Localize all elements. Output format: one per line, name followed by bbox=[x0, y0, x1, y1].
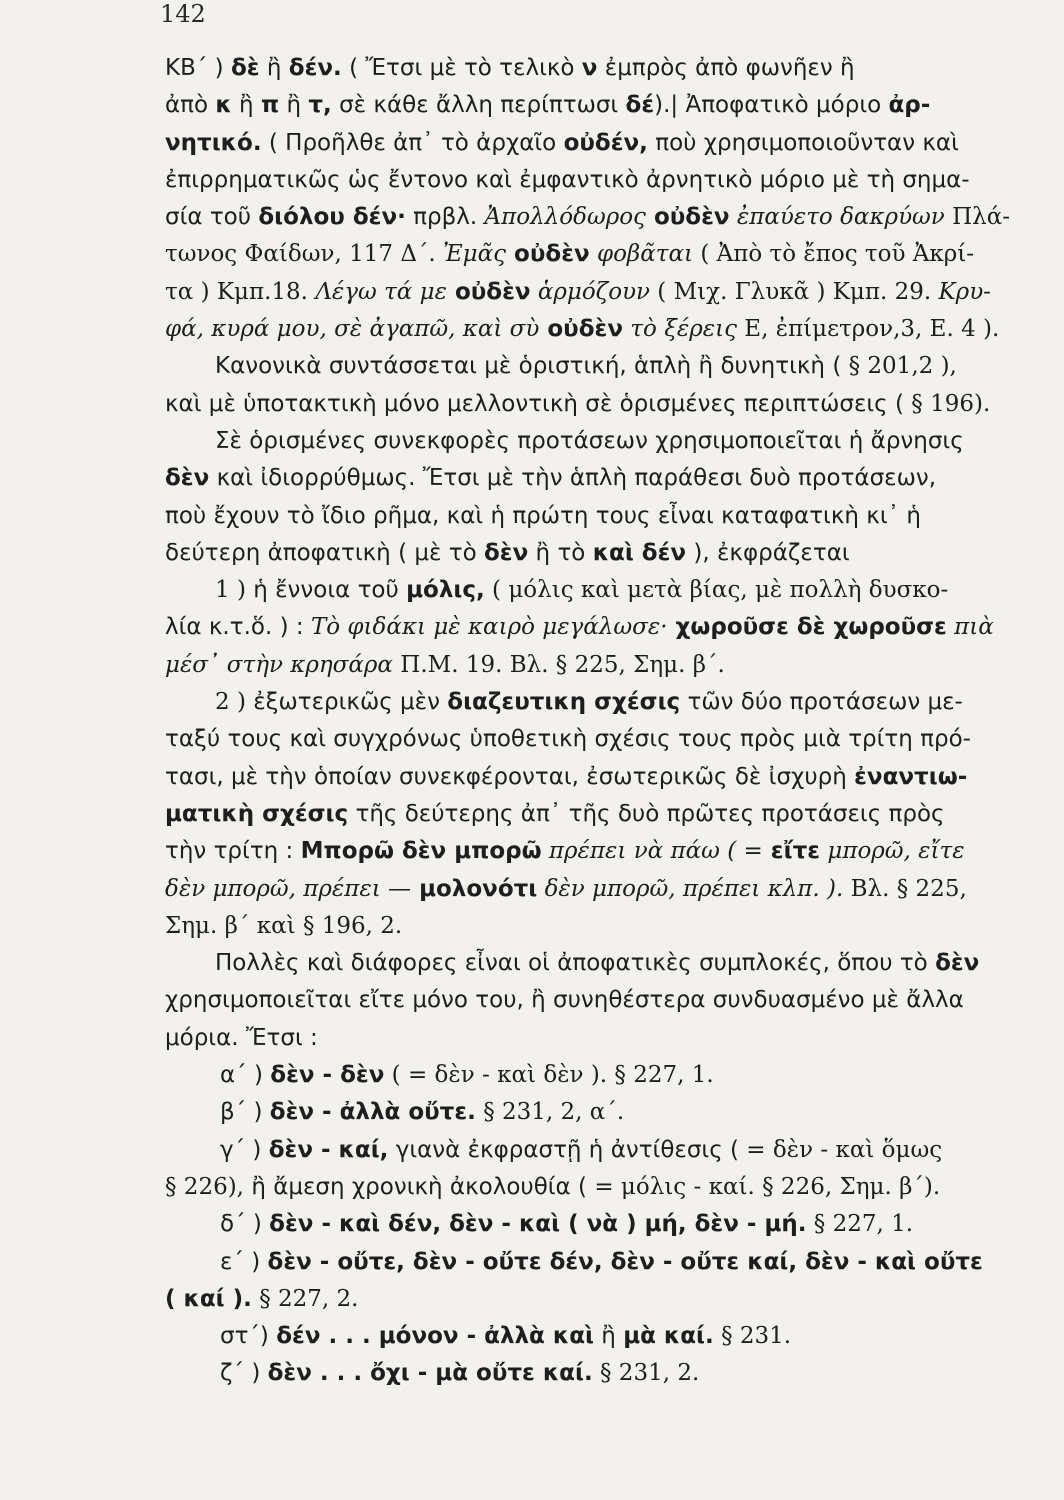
text-line bbox=[165, 125, 1055, 162]
text-segment: πιὰ bbox=[946, 614, 994, 641]
text-segment: ἢ bbox=[231, 92, 261, 119]
text-segment: § 231, 2. bbox=[592, 1360, 700, 1387]
text-line bbox=[165, 1057, 1055, 1094]
text-segment: δέ bbox=[625, 92, 655, 119]
text-segment: οὐδὲν bbox=[506, 241, 590, 268]
text-segment: δὲν - καί, bbox=[268, 1136, 389, 1163]
text-segment: δέν . . . μόνον - ἀλλὰ καὶ bbox=[276, 1323, 594, 1350]
text-segment: δὲν - οὔτε, δὲν - οὔτε δέν, δὲν - οὔτε καί, δὲν - καὶ οὔτε bbox=[267, 1248, 983, 1275]
text-line bbox=[165, 50, 1055, 87]
text-segment: τὴν τρίτη : bbox=[165, 838, 301, 865]
text-segment: τωνος Φαίδων, 117 Δ΄. bbox=[165, 241, 444, 268]
text-segment: τῆς δεύτερης ἀπ᾽ τῆς δυὸ πρῶτες προτάσεις πρὸς bbox=[348, 800, 945, 827]
text-segment: μόλις, bbox=[406, 577, 485, 604]
text-segment: χρησιμοποιεῖται εἴτε μόνο του, ἢ συνηθέστερα συνδυασμένο μὲ ἄλλα bbox=[165, 987, 964, 1014]
text-segment: νητικό. bbox=[165, 129, 262, 156]
text-segment: ἢ bbox=[279, 92, 309, 119]
text-segment: καὶ ἰδιορρύθμως. Ἔτσι μὲ τὴν ἁπλὴ παράθεσι δυὸ προτάσεων, bbox=[209, 465, 937, 492]
text-segment: κ bbox=[215, 92, 232, 119]
text-segment: ( Ἔτσι μὲ τὸ τελικὸ bbox=[341, 55, 582, 81]
text-segment: 2 ) bbox=[215, 689, 254, 716]
text-segment: § 231, 2, α΄. bbox=[475, 1099, 625, 1126]
text-line bbox=[165, 1020, 1055, 1057]
text-line bbox=[165, 1244, 1055, 1281]
text-line bbox=[165, 162, 1055, 199]
text-line bbox=[165, 311, 1055, 348]
text-segment: § 227, 2. bbox=[251, 1285, 359, 1312]
text-line bbox=[165, 1355, 1055, 1392]
text-segment: § 226), bbox=[165, 1173, 252, 1200]
text-segment: = μόλις - καί. § 226, Σημ. β΄). bbox=[594, 1173, 941, 1200]
text-segment: Ε, ἐπίμετρον,3, Ε. 4 ). bbox=[736, 316, 1000, 343]
text-line bbox=[165, 647, 1055, 684]
text-segment: ποὺ ἔχουν τὸ ἴδιο ρῆμα, καὶ ἡ πρώτη τους εἶναι καταφατικὴ κι᾽ ἡ bbox=[165, 502, 921, 529]
text-segment: λία κ.τ.ὅ. ) : bbox=[165, 614, 311, 641]
text-segment: Σὲ ὁρισμένες συνεκφορὲς προτάσεων χρησιμοποιεῖται ἡ ἄρνησις bbox=[215, 427, 964, 454]
text-body bbox=[165, 50, 1055, 1393]
text-segment: τασι, μὲ τὴν ὁποίαν συνεκφέρονται, ἐσωτερικῶς δὲ ἰσχυρὴ bbox=[165, 763, 855, 790]
text-segment: δέν. bbox=[288, 55, 342, 81]
text-segment: στ΄) bbox=[220, 1323, 277, 1350]
text-segment: μόρια. Ἔτσι : bbox=[165, 1024, 318, 1051]
text-segment: ( Ἀπὸ τὸ ἔπος τοῦ Ἀκρί- bbox=[693, 241, 975, 268]
text-segment: π bbox=[260, 92, 280, 119]
text-segment: Σημ. β΄ καὶ § 196, 2. bbox=[165, 912, 403, 939]
text-line bbox=[165, 199, 1055, 236]
text-line bbox=[165, 460, 1055, 497]
text-segment: § 231. bbox=[713, 1323, 792, 1350]
text-segment: § 201,2 ), bbox=[848, 353, 957, 380]
text-segment: ), ἐκφράζεται bbox=[686, 539, 850, 566]
text-segment: ἐναντιω- bbox=[854, 763, 968, 790]
text-segment: ζ΄ ) bbox=[220, 1360, 268, 1387]
text-segment: οὐδὲν bbox=[645, 204, 730, 231]
text-segment: ἐπαύετο δακρύων bbox=[729, 204, 945, 231]
text-line bbox=[165, 1206, 1055, 1243]
text-segment: Πλά- bbox=[944, 204, 1011, 231]
text-segment: ἢ bbox=[259, 55, 289, 81]
text-segment: καὶ μὲ ὑποτακτικὴ μόνο μελλοντικὴ σὲ ὁρισμένες περιπτώσεις ( bbox=[165, 390, 912, 417]
text-line bbox=[165, 348, 1055, 385]
text-segment: ).| Ἀποφατικὸ μόριο bbox=[654, 92, 889, 119]
text-line bbox=[165, 982, 1055, 1019]
text-segment: ( καί ). bbox=[165, 1285, 252, 1312]
text-segment: τ, bbox=[308, 92, 332, 119]
text-line bbox=[165, 1132, 1055, 1169]
text-segment: δὲν μπορῶ, πρέπει κλπ. ). bbox=[537, 875, 844, 902]
text-line bbox=[165, 945, 1055, 982]
text-segment: Πολλὲς καὶ διάφορες εἶναι οἱ ἀποφατικὲς συμπλοκές, ὅπου τὸ bbox=[215, 950, 936, 977]
text-segment: δὲν bbox=[483, 539, 529, 566]
text-segment: σὲ κάθε ἄλλη περίπτωσι bbox=[331, 92, 626, 119]
text-segment: ΚΒ΄ ) bbox=[165, 55, 231, 81]
text-segment: = δὲν - καὶ ὅμως bbox=[746, 1136, 943, 1163]
text-segment: πρβλ. bbox=[405, 204, 485, 231]
text-segment: ἢ τὸ bbox=[528, 539, 593, 566]
text-segment: μέσ᾽ στὴν κρησάρα bbox=[165, 651, 393, 678]
page-number: 142 bbox=[160, 0, 206, 28]
text-line bbox=[165, 721, 1055, 758]
text-line bbox=[165, 609, 1055, 646]
text-segment: δὲν - ἀλλὰ οὔτε. bbox=[269, 1099, 476, 1126]
text-segment: ἐπιρρηματικῶς ὡς ἔντονο καὶ ἐμφαντικὸ ἀρνητικὸ μόριο μὲ τὴ σημα- bbox=[165, 166, 970, 193]
text-segment: φά, κυρά μου, σὲ ἀγαπῶ, καὶ σὺ bbox=[165, 316, 540, 343]
text-segment: τὸ ξέρεις bbox=[623, 316, 737, 343]
text-segment: Λέγω τά με bbox=[315, 278, 447, 305]
text-segment: μὰ καί. bbox=[623, 1323, 714, 1350]
text-line bbox=[165, 386, 1055, 423]
text-line bbox=[165, 1318, 1055, 1355]
text-segment: δὲν bbox=[935, 950, 980, 977]
text-segment: γιανὰ ἐκφραστῇ ἡ ἀντίθεσις ( bbox=[388, 1136, 747, 1163]
text-segment: Π.Μ. 19. Βλ. § 225, Σημ. β΄. bbox=[392, 651, 725, 678]
text-segment: ν bbox=[581, 55, 598, 81]
text-line bbox=[165, 908, 1055, 945]
text-segment: ἢ bbox=[593, 1323, 624, 1350]
text-segment: ταξύ τους καὶ συγχρόνως ὑποθετικὴ σχέσις τους πρὸς μιὰ τρίτη πρό- bbox=[165, 726, 971, 753]
text-segment: δεύτερη ἀποφατικὴ ( μὲ τὸ bbox=[165, 539, 484, 566]
text-line bbox=[165, 572, 1055, 609]
text-line bbox=[165, 1094, 1055, 1131]
text-segment: § 227, 1. bbox=[806, 1211, 914, 1238]
text-segment: γ΄ ) bbox=[220, 1136, 269, 1163]
text-line bbox=[165, 1281, 1055, 1318]
text-segment: § 196). bbox=[911, 390, 991, 417]
text-segment: ἡ ἔννοια τοῦ bbox=[253, 577, 407, 604]
text-segment: ἐμπρὸς ἀπὸ φωνῆεν ἢ bbox=[597, 55, 855, 81]
text-line bbox=[165, 684, 1055, 721]
text-segment: Τὸ φιδάκι μὲ καιρὸ μεγάλωσε· bbox=[310, 614, 668, 641]
text-segment: δὲν bbox=[165, 465, 210, 492]
text-segment: α΄ ) bbox=[220, 1062, 271, 1089]
text-line bbox=[165, 535, 1055, 572]
text-segment: ποὺ χρησιμοποιοῦνταν καὶ bbox=[647, 129, 959, 156]
text-segment: διαζευτικη σχέσις bbox=[447, 689, 681, 716]
text-segment: ( = δὲν - καὶ δὲν ). § 227, 1. bbox=[384, 1062, 714, 1089]
text-line bbox=[165, 871, 1055, 908]
text-segment: δὲν - δὲν bbox=[270, 1062, 385, 1089]
text-segment: ( Μιχ. Γλυκᾶ ) Κμπ. 29. bbox=[650, 278, 939, 305]
text-segment: χωροῦσε δὲ χωροῦσε bbox=[667, 614, 947, 641]
text-segment: δὲν - καὶ δέν, δὲν - καὶ ( νὰ ) μή, δὲν - μή. bbox=[269, 1211, 807, 1238]
text-segment: Κανονικὰ συντάσσεται μὲ ὁριστική, ἁπλὴ ἢ δυνητικὴ ( bbox=[215, 353, 849, 380]
text-line bbox=[165, 759, 1055, 796]
text-line bbox=[165, 1169, 1055, 1206]
text-segment: διόλου δέν· bbox=[258, 204, 406, 231]
text-line bbox=[165, 274, 1055, 311]
text-segment: μολονότι bbox=[411, 875, 538, 902]
text-segment: δὲν μπορῶ, πρέπει — bbox=[165, 875, 412, 902]
text-segment: Ἐμᾶς bbox=[443, 241, 507, 268]
text-segment: πρέπει νὰ πάω ( = bbox=[541, 838, 763, 865]
text-segment: τῶν δύο προτάσεων με- bbox=[680, 689, 963, 716]
text-segment: δὲ bbox=[230, 55, 260, 81]
text-segment: Ἀπολλόδωρος bbox=[484, 204, 646, 231]
text-segment: ε΄ ) bbox=[220, 1248, 268, 1275]
text-line bbox=[165, 796, 1055, 833]
text-segment: φοβᾶται bbox=[589, 241, 694, 268]
text-segment: β΄ ) bbox=[220, 1099, 270, 1126]
text-segment: καὶ δέν bbox=[592, 539, 687, 566]
text-line bbox=[165, 236, 1055, 273]
text-segment: οὐδὲν bbox=[446, 278, 531, 305]
text-segment: ἁρμόζουν bbox=[530, 278, 650, 305]
text-line bbox=[165, 498, 1055, 535]
text-segment: δ΄ ) bbox=[220, 1211, 270, 1238]
text-segment: ἐξωτερικῶς μὲν bbox=[253, 689, 448, 716]
text-segment: Μπορῶ δὲν μπορῶ bbox=[300, 838, 542, 865]
text-segment: 1 ) bbox=[215, 577, 254, 604]
text-segment: σία τοῦ bbox=[165, 204, 259, 231]
text-segment: εἴτε bbox=[762, 838, 821, 865]
text-line bbox=[165, 423, 1055, 460]
text-segment: ἀπὸ bbox=[165, 92, 216, 119]
text-segment: ( Προῆλθε ἀπ᾽ τὸ ἀρχαῖο bbox=[261, 129, 564, 156]
text-segment: Κρυ- bbox=[938, 278, 991, 305]
text-segment: ἀρ- bbox=[888, 92, 931, 119]
text-segment: οὐδέν, bbox=[563, 129, 648, 156]
text-segment: Βλ. § 225, bbox=[843, 875, 967, 902]
text-segment: μπορῶ, εἴτε bbox=[820, 838, 965, 865]
text-segment: ματικὴ σχέσις bbox=[165, 800, 349, 827]
text-line bbox=[165, 833, 1055, 870]
text-segment: δὲν . . . ὄχι - μὰ οὔτε καί. bbox=[267, 1360, 593, 1387]
text-segment: ( μόλις καὶ μετὰ βίας, μὲ πολλὴ δυσκο- bbox=[484, 577, 949, 604]
text-segment: τα ) Κμπ.18. bbox=[165, 278, 316, 305]
text-segment: ἢ ἄμεση χρονικὴ ἀκολουθία ( bbox=[251, 1173, 595, 1200]
text-line bbox=[165, 87, 1055, 124]
text-segment: οὐδὲν bbox=[539, 316, 623, 343]
